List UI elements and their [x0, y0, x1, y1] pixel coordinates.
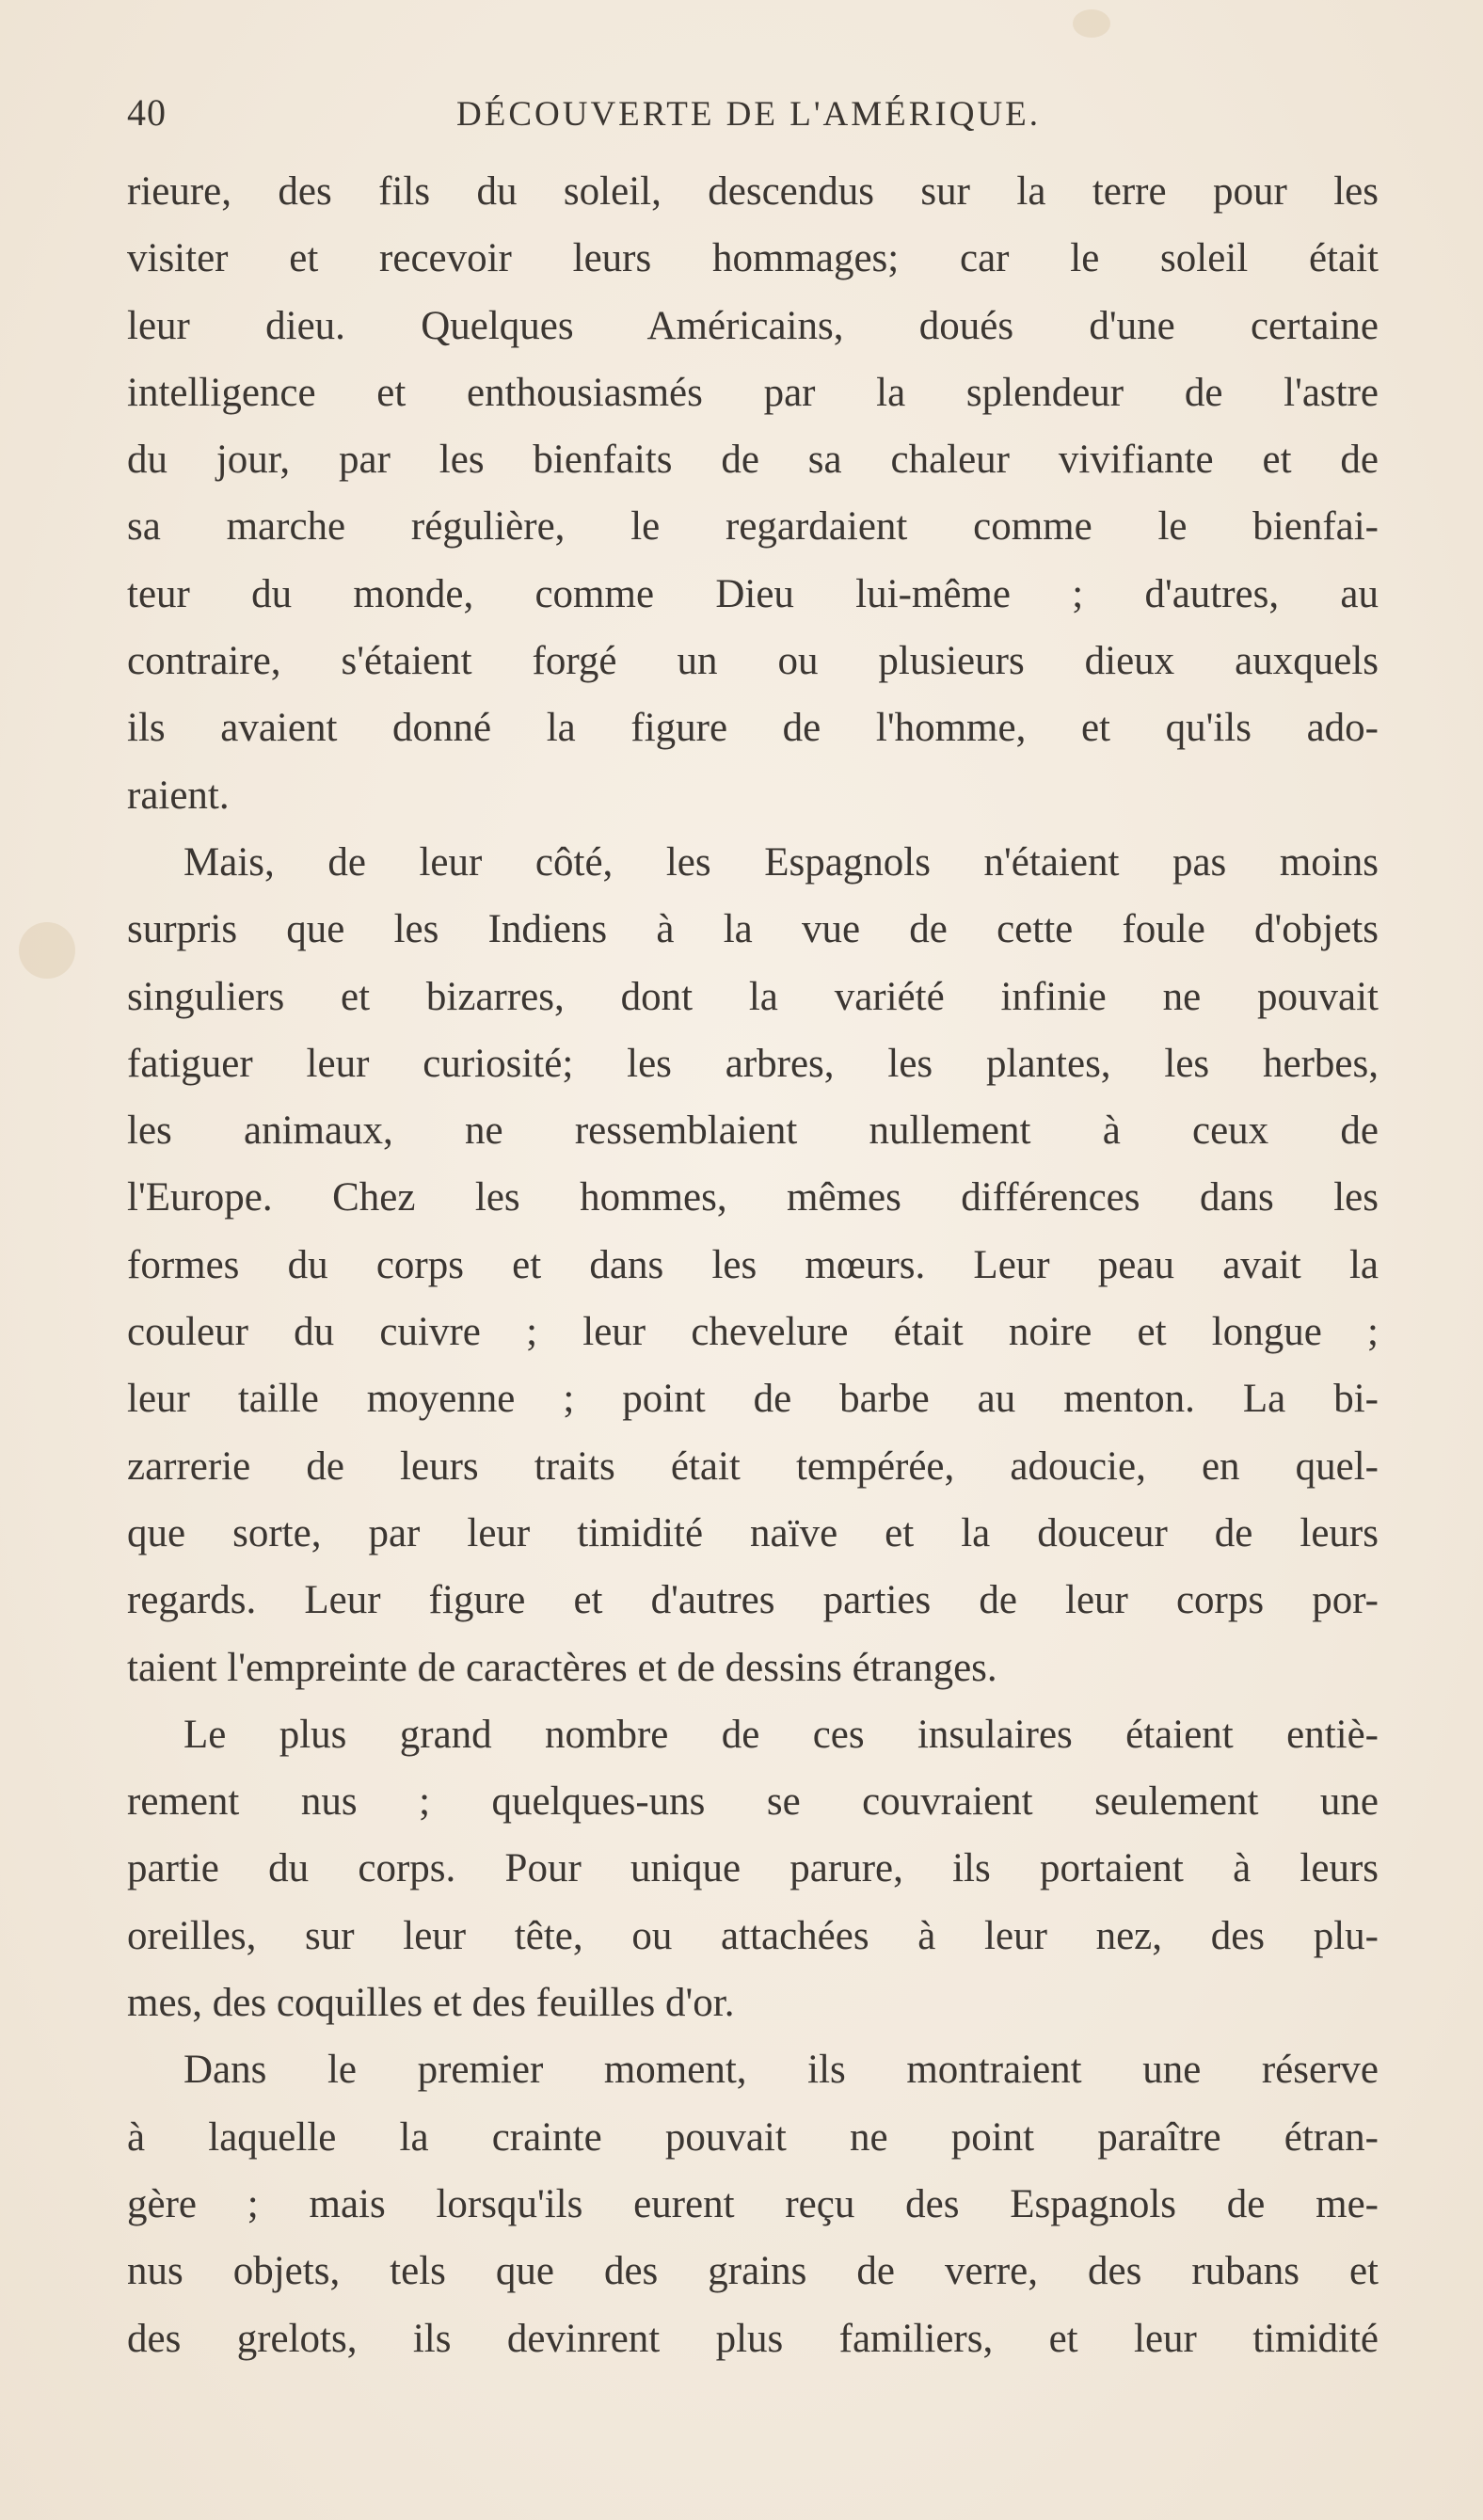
paper-stain — [1073, 9, 1110, 38]
text-line: à laquelle la crainte pouvait ne point paraître étran- — [127, 2114, 1379, 2160]
text-line: couleur du cuivre ; leur chevelure était noire et longue ; — [127, 1310, 1379, 1355]
text-line: nus objets, tels que des grains de verre, des rubans et — [127, 2249, 1379, 2294]
text-line: gère ; mais lorsqu'ils eurent reçu des Espagnols de me- — [127, 2181, 1379, 2226]
text-line: rement nus ; quelques-uns se couvraient seulement une — [127, 1779, 1379, 1825]
text-line: raient. — [127, 773, 230, 818]
text-line: zarrerie de leurs traits était tempérée, adoucie, en quel- — [127, 1443, 1379, 1489]
page-number: 40 — [127, 91, 167, 134]
text-line: Le plus grand nombre de ces insulaires étaient entiè- — [183, 1712, 1379, 1757]
text-line: Mais, de leur côté, les Espagnols n'étaient pas moins — [183, 839, 1379, 885]
text-line: teur du monde, comme Dieu lui-même ; d'autres, au — [127, 571, 1379, 616]
text-line: leur taille moyenne ; point de barbe au menton. La bi- — [127, 1377, 1379, 1422]
text-line: Dans le premier moment, ils montraient une réserve — [183, 2048, 1379, 2093]
text-line: que sorte, par leur timidité naïve et la douceur de leurs — [127, 1510, 1379, 1555]
text-line: mes, des coquilles et des feuilles d'or. — [127, 1981, 735, 2026]
text-line: contraire, s'étaient forgé un ou plusieurs dieux auxquels — [127, 639, 1379, 684]
text-line: visiter et recevoir leurs hommages; car le soleil était — [127, 236, 1379, 281]
text-line: des grelots, ils devinrent plus familiers, et leur timidité — [127, 2316, 1379, 2361]
text-line: surpris que les Indiens à la vue de cette foule d'objets — [127, 907, 1379, 952]
text-line: taient l'empreinte de caractères et de dessins étranges. — [127, 1645, 997, 1690]
text-line: intelligence et enthousiasmés par la splendeur de l'astre — [127, 370, 1379, 415]
text-line: singuliers et bizarres, dont la variété infinie ne pouvait — [127, 974, 1379, 1019]
text-line: regards. Leur figure et d'autres parties de leur corps por- — [127, 1578, 1379, 1623]
body-text — [127, 158, 1379, 2372]
text-line: formes du corps et dans les mœurs. Leur peau avait la — [127, 1242, 1379, 1287]
text-line: ils avaient donné la figure de l'homme, et qu'ils ado- — [127, 706, 1379, 751]
text-line: fatiguer leur curiosité; les arbres, les plantes, les herbes, — [127, 1041, 1379, 1086]
text-line: l'Europe. Chez les hommes, mêmes différences dans les — [127, 1175, 1379, 1220]
running-title: DÉCOUVERTE DE L'AMÉRIQUE. — [456, 95, 1042, 134]
text-line: leur dieu. Quelques Américains, doués d'une certaine — [127, 303, 1379, 348]
page-header — [127, 90, 1379, 147]
paper-stain — [19, 922, 75, 979]
text-line: oreilles, sur leur tête, ou attachées à leur nez, des plu- — [127, 1913, 1379, 1958]
text-line: du jour, par les bienfaits de sa chaleur vivifiante et de — [127, 438, 1379, 483]
text-line: les animaux, ne ressemblaient nullement à ceux de — [127, 1108, 1379, 1154]
text-line: rieure, des fils du soleil, descendus sur la terre pour les — [127, 169, 1379, 214]
text-line: sa marche régulière, le regardaient comme le bienfai- — [127, 504, 1379, 550]
text-line: partie du corps. Pour unique parure, ils portaient à leurs — [127, 1846, 1379, 1891]
